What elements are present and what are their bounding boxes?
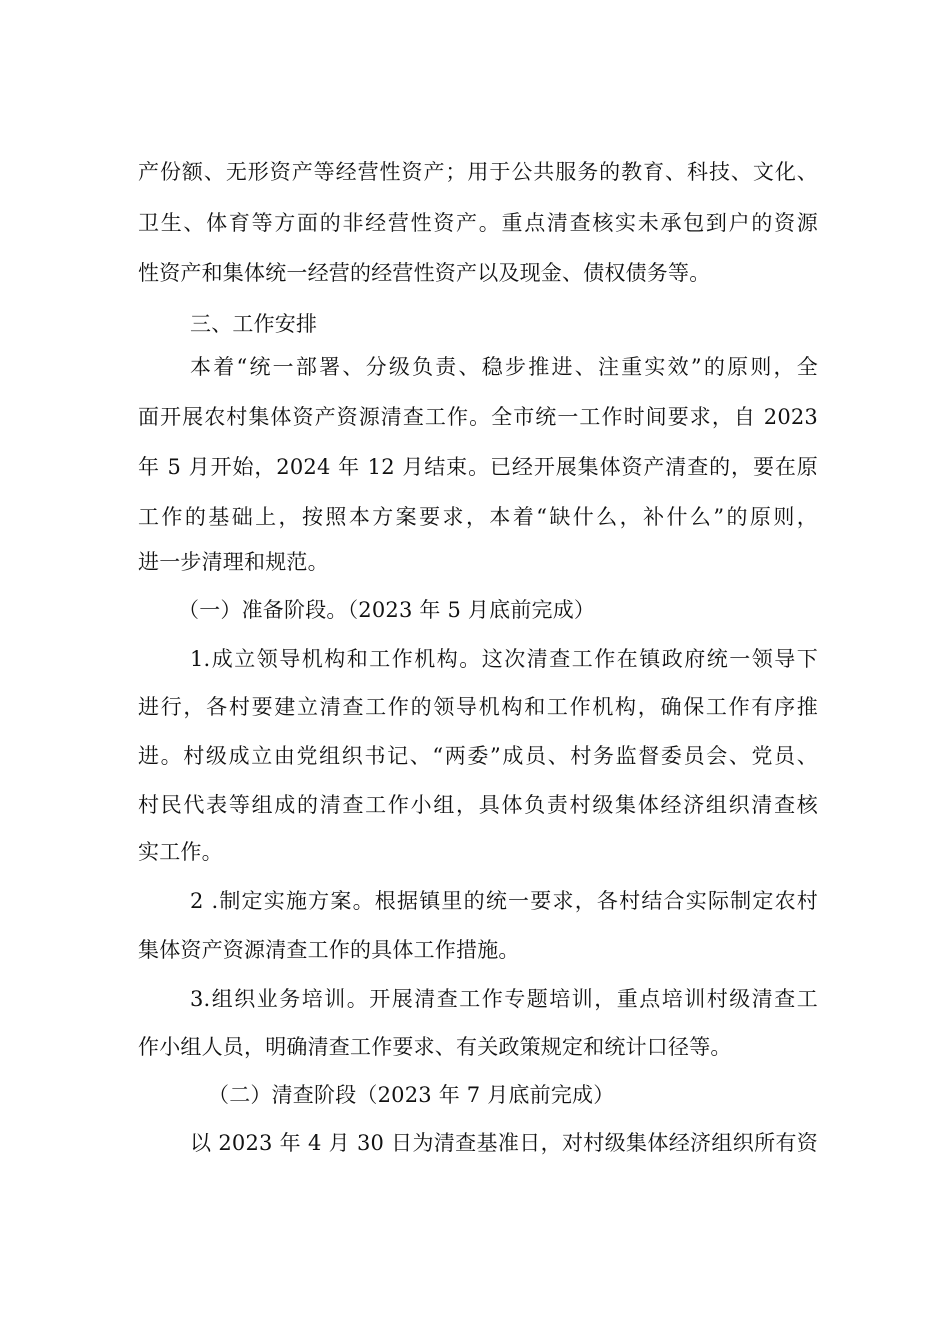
text-line: 本着“统一部署、分级负责、稳步推进、注重实效”的原则，全: [190, 355, 818, 379]
text-line: 性资产和集体统一经营的经营性资产以及现金、债权债务等。: [138, 261, 711, 285]
text-line: 工作的基础上，按照本方案要求，本着“缺什么，补什么”的原则，: [138, 505, 818, 529]
text-line: 年 5 月开始，2024 年 12 月结束。已经开展集体资产清查的，要在原: [138, 455, 818, 479]
text-line: 作小组人员，明确清查工作要求、有关政策规定和统计口径等。: [138, 1035, 732, 1059]
section-heading: 三、工作安排: [190, 312, 318, 336]
text-line: 1.成立领导机构和工作机构。这次清查工作在镇政府统一领导下: [190, 647, 818, 671]
text-line: 产份额、无形资产等经营性资产；用于公共服务的教育、科技、文化、: [138, 160, 818, 184]
text-line: 面开展农村集体资产资源清查工作。全市统一工作时间要求，自 2023: [138, 405, 818, 429]
text-line: 3.组织业务培训。开展清查工作专题培训，重点培训村级清查工: [190, 987, 818, 1011]
text-line: 村民代表等组成的清查工作小组，具体负责村级集体经济组织清查核: [138, 793, 818, 817]
subsection-heading: （二）清查阶段（2023 年 7 月底前完成）: [208, 1083, 615, 1107]
text-line: 进行，各村要建立清查工作的领导机构和工作机构，确保工作有序推: [138, 695, 818, 719]
text-line: 以 2023 年 4 月 30 日为清查基准日，对村级集体经济组织所有资: [190, 1131, 818, 1155]
text-line: 进。村级成立由党组织书记、“两委”成员、村务监督委员会、党员、: [138, 744, 818, 768]
text-line: 2 .制定实施方案。根据镇里的统一要求，各村结合实际制定农村: [190, 889, 818, 913]
text-line: 卫生、体育等方面的非经营性资产。重点清查核实未承包到户的资源: [138, 211, 818, 235]
text-line: 进一步清理和规范。: [138, 550, 329, 574]
text-line: 实工作。: [138, 840, 223, 864]
subsection-heading: （一）准备阶段。（2023 年 5 月底前完成）: [178, 598, 596, 622]
text-line: 集体资产资源清查工作的具体工作措施。: [138, 938, 520, 962]
